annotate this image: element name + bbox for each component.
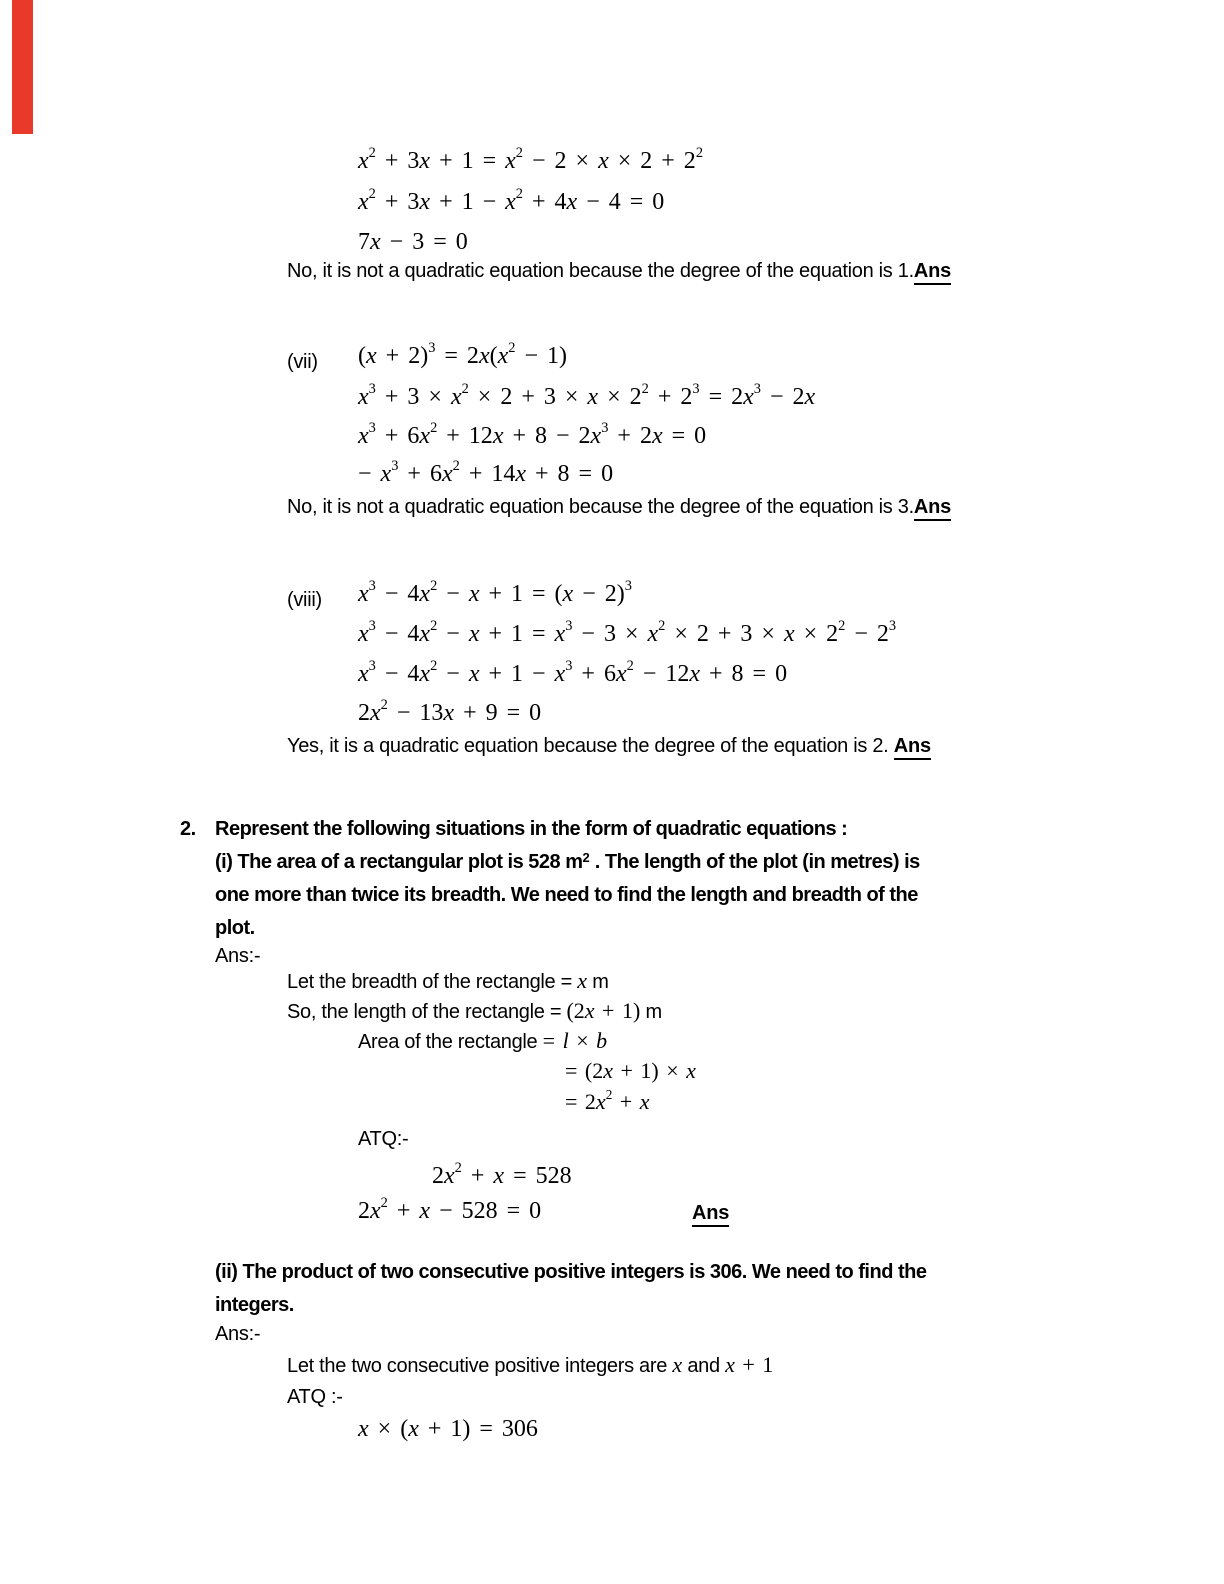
doc-line	[287, 1382, 343, 1414]
doc-line	[287, 996, 662, 1029]
text: Yes, it is a quadratic equation because the degree of the equation is 2.	[287, 735, 894, 757]
math-text: $x^2 + 3x + 1 = x^2 - 2 \times x \times 2 + 2^2$	[358, 144, 704, 174]
text: (ii) The product of two consecutive positive integers is 306. We need to find the	[215, 1261, 927, 1283]
doc-line	[287, 1350, 773, 1383]
doc-line	[287, 585, 322, 617]
text: and	[682, 1355, 726, 1377]
doc-line	[215, 941, 260, 973]
math-text: $2x^2 + x - 528 = 0$	[358, 1194, 542, 1224]
text: No, it is not a quadratic equation because the degree of the equation is 3.	[287, 496, 914, 518]
doc-line	[565, 1056, 696, 1089]
doc-line	[565, 1087, 649, 1120]
doc-line	[287, 256, 951, 288]
text: . The length of the plot (in metres) is	[589, 851, 920, 873]
ans-label: Ans	[894, 735, 931, 760]
math-text: $x^3 + 6x^2 + 12x + 8 - 2x^3 + 2x = 0$	[358, 419, 707, 449]
doc-line	[432, 1161, 572, 1194]
text: 2	[582, 849, 590, 865]
doc-line	[358, 146, 703, 179]
doc-line	[215, 814, 847, 846]
text: 2.	[180, 818, 196, 840]
doc-line	[358, 579, 632, 612]
doc-line	[215, 847, 920, 879]
doc-line	[215, 1290, 294, 1322]
doc-line	[358, 459, 613, 492]
math-text: = $2x^2 + x$	[565, 1086, 650, 1114]
text: one more than twice its breadth. We need to find the length and breadth of the	[215, 884, 918, 906]
text: Represent the following situations in the form of quadratic equations :	[215, 818, 848, 840]
math-text: 7x − 3 = 0	[358, 229, 468, 255]
doc-line	[358, 382, 815, 415]
math-text: $x^3 - 4x^2 - x + 1 = (x - 2)^3$	[358, 577, 632, 607]
math-text: x	[577, 968, 588, 993]
math-text: $x^3 - 4x^2 - x + 1 - x^3 + 6x^2 - 12x + 8 = 0$	[358, 657, 788, 687]
doc-line	[358, 1196, 541, 1229]
text: (i) The area of a rectangular plot is 528 m	[215, 851, 583, 873]
doc-line	[180, 814, 196, 846]
doc-line	[358, 1026, 607, 1059]
text: So, the length of the rectangle =	[287, 1001, 567, 1023]
doc-line	[287, 966, 609, 999]
doc-line	[358, 421, 706, 454]
math-text: x + 1	[725, 1352, 774, 1377]
ans-label: Ans	[692, 1202, 729, 1227]
math-text: = (2x + 1) × x	[565, 1058, 696, 1083]
doc-line	[287, 731, 931, 763]
text: (viii)	[287, 589, 322, 611]
math-text: $x^3 + 3 \times x^2 \times 2 + 3 \times x \times 2^2 + 2^3 = 2x^3 - 2x$	[358, 380, 816, 410]
doc-line	[692, 1198, 729, 1230]
doc-line	[358, 1414, 538, 1447]
text: No, it is not a quadratic equation because the degree of the equation is 1.	[287, 260, 914, 282]
math-text: x	[672, 1352, 683, 1377]
math-text: $2x^2 - 13x + 9 = 0$	[358, 696, 542, 726]
doc-line	[358, 341, 567, 374]
math-text: $(x + 2)^3 = 2x(x^2 - 1)$	[358, 339, 567, 369]
doc-line	[215, 1257, 926, 1289]
math-text: x × (x + 1) = 306	[358, 1416, 538, 1442]
doc-line	[358, 619, 896, 652]
doc-line	[358, 1124, 408, 1156]
text: ATQ :-	[287, 1386, 343, 1408]
ans-label: Ans	[914, 260, 951, 285]
text: Let the two consecutive positive integers are	[287, 1355, 673, 1377]
math-text: $2x^2 + x = 528$	[432, 1159, 572, 1189]
text: plot.	[215, 917, 255, 939]
ans-label: Ans	[914, 496, 951, 521]
text: m	[640, 1001, 662, 1023]
text: integers.	[215, 1294, 294, 1316]
text: m	[587, 971, 609, 993]
text: Ans:-	[215, 945, 261, 967]
math-text: $x^2 + 3x + 1 - x^2 + 4x - 4 = 0$	[358, 185, 665, 215]
text: (vii)	[287, 351, 318, 373]
doc-line	[215, 880, 918, 912]
math-text: (2x + 1)	[566, 998, 641, 1023]
doc-line	[358, 187, 664, 220]
doc-line	[358, 659, 787, 692]
red-flag-marker	[12, 0, 33, 134]
text: Area of the rectangle	[358, 1031, 543, 1053]
doc-line	[215, 1319, 260, 1351]
doc-line	[287, 492, 951, 524]
math-text: − $x^3 + 6x^2 + 14x + 8 = 0$	[358, 457, 614, 487]
text: ATQ:-	[358, 1128, 409, 1150]
doc-line	[358, 698, 541, 731]
text: Let the breadth of the rectangle =	[287, 971, 578, 993]
math-text: $x^3 - 4x^2 - x + 1 = x^3 - 3 \times x^2 \times 2 + 3 \times x \times 2^2 - 2^3$	[358, 617, 897, 647]
doc-line	[287, 347, 318, 379]
text: Ans:-	[215, 1323, 261, 1345]
math-text: = l × b	[542, 1028, 608, 1053]
